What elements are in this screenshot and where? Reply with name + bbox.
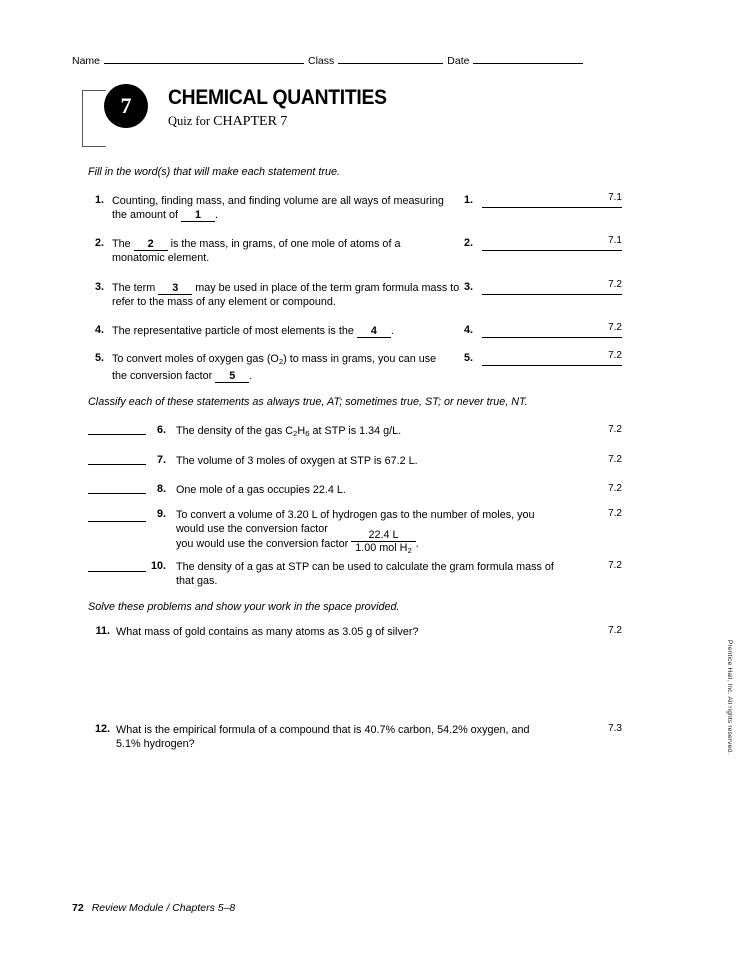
answer-1-rule[interactable] — [482, 207, 622, 208]
item-2-text-before: The — [112, 238, 134, 250]
item-2-text — [112, 237, 452, 265]
item-9-objective: 7.2 — [608, 508, 622, 519]
item-9-text-line2: you would use the conversion factor $\frac{22.4 L}{1.00 mol H_2}$ . — [176, 529, 419, 555]
item-9-answer-blank[interactable] — [88, 521, 146, 522]
banner-top-rule — [82, 90, 106, 91]
section1-instruction: Fill in the word(s) that will make each statement true. — [88, 166, 341, 178]
item-12-work-space[interactable] — [116, 755, 546, 845]
page-number: 72 — [72, 902, 84, 914]
item-1-text-before: Counting, finding mass, and finding volume are all ways of measuring the amount of — [112, 195, 444, 221]
page-title: CHEMICAL QUANTITIES — [168, 86, 387, 109]
name-label: Name — [72, 55, 101, 67]
chapter-number-badge: 7 — [104, 84, 148, 128]
item-2-text-after: is the mass, in grams, of one mole of atoms of a monatomic element. — [112, 238, 401, 264]
item-4-text-before: The representative particle of most elements is the — [112, 325, 357, 337]
answer-4-number: 4. — [464, 324, 474, 336]
item-7-objective: 7.2 — [608, 454, 622, 465]
page-footer — [72, 902, 235, 914]
class-input-rule[interactable] — [338, 52, 443, 64]
answer-3-number: 3. — [464, 281, 474, 293]
item-10-number: 10. — [150, 560, 166, 572]
answer-2-number: 2. — [464, 237, 474, 249]
item-3-text-after: may be used in place of the term gram formula mass to refer to the mass of any element or compound. — [112, 282, 460, 308]
item-4-blank[interactable]: 4 — [357, 326, 391, 338]
quiz-subtitle-chapter: CHAPTER 7 — [213, 114, 288, 129]
answer-3-rule[interactable] — [482, 294, 622, 295]
item-2-blank[interactable]: 2 — [134, 239, 168, 251]
answer-1-number: 1. — [464, 194, 474, 206]
item-7-text: The volume of 3 moles of oxygen at STP is 67.2 L. — [176, 455, 418, 467]
item-6-answer-blank[interactable] — [88, 434, 146, 435]
item-8-number: 8. — [156, 483, 166, 495]
item-5-objective: 7.2 — [608, 350, 622, 361]
answer-4-rule[interactable] — [482, 337, 622, 338]
item-7-answer-blank[interactable] — [88, 464, 146, 465]
item-3-number: 3. — [94, 281, 104, 293]
item-11-number: 11. — [95, 625, 110, 637]
item-3-text — [112, 281, 462, 309]
answer-5-number: 5. — [464, 352, 474, 364]
banner-vertical-rule — [82, 90, 83, 146]
item-8-answer-blank[interactable] — [88, 493, 146, 494]
section2-instruction: Classify each of these statements as always true, AT; sometimes true, ST; or never true, NT. — [88, 396, 528, 408]
copyright-sidenote: Prentice Hall, Inc. All rights reserved. — [726, 640, 733, 755]
section3-instruction: Solve these problems and show your work in the space provided. — [88, 601, 400, 613]
item-2-objective: 7.1 — [608, 235, 622, 246]
item-1-text — [112, 194, 452, 222]
quiz-subtitle-prefix: Quiz for — [168, 114, 214, 128]
item-4-text — [112, 324, 452, 338]
item-1-blank[interactable]: 1 — [181, 210, 215, 222]
class-label: Class — [308, 55, 335, 67]
item-11-objective: 7.2 — [608, 625, 622, 636]
item-1-text-after: . — [215, 209, 219, 221]
item-10-answer-blank[interactable] — [88, 571, 146, 572]
item-9-fraction — [351, 529, 416, 557]
item-6-objective: 7.2 — [608, 424, 622, 435]
item-4-objective: 7.2 — [608, 322, 622, 333]
item-12-number: 12. — [94, 723, 110, 735]
item-3-blank[interactable]: 3 — [158, 283, 192, 295]
item-10-text: The density of a gas at STP can be used to calculate the gram formula mass of that gas. — [176, 561, 554, 587]
item-9-fraction-numerator: 22.4 L — [368, 529, 399, 541]
item-5-text: To convert moles of oxygen gas $(O_2)$ to mass in grams, you can use the conversion factor 5 . — [112, 353, 437, 382]
item-1-number: 1. — [94, 194, 104, 206]
item-6-text: The density of the gas $C_2H_6$ at STP is 1.34 g/L. — [176, 425, 402, 438]
item-9-fraction-denominator: 1.00 mol $H_2$ — [351, 541, 416, 557]
answer-2-rule[interactable] — [482, 250, 622, 251]
item-11-work-space[interactable] — [116, 645, 546, 715]
item-12-objective: 7.3 — [608, 723, 622, 734]
item-12-text: What is the empirical formula of a compound that is 40.7% carbon, 54.2% oxygen, and 5.1% hydrogen? — [116, 724, 530, 750]
item-7-number: 7. — [156, 454, 166, 466]
date-input-rule[interactable] — [473, 52, 583, 64]
item-1-objective: 7.1 — [608, 192, 622, 203]
item-9-text-main: To convert a volume of 3.20 L of hydrogen gas to the number of moles, you would use the conversion factor — [176, 509, 535, 535]
answer-5-rule[interactable] — [482, 365, 622, 366]
date-label: Date — [447, 55, 470, 67]
chapter-title-block — [104, 84, 524, 144]
item-5-blank[interactable]: 5 — [215, 371, 249, 383]
item-5-number: 5. — [94, 352, 104, 364]
item-4-text-after: . — [390, 325, 394, 337]
item-4-number: 4. — [94, 324, 104, 336]
banner-bottom-rule — [82, 146, 106, 147]
item-10-objective: 7.2 — [608, 560, 622, 571]
student-info-header — [72, 52, 632, 70]
item-11-text: What mass of gold contains as many atoms as 3.05 g of silver? — [116, 626, 419, 638]
quiz-subtitle — [168, 114, 287, 130]
item-6-number: 6. — [156, 424, 166, 436]
item-3-objective: 7.2 — [608, 279, 622, 290]
name-input-rule[interactable] — [104, 52, 304, 64]
item-3-text-before: The term — [112, 282, 159, 294]
footer-text: Review Module / Chapters 5–8 — [91, 902, 236, 914]
item-8-objective: 7.2 — [608, 483, 622, 494]
item-9-number: 9. — [156, 508, 166, 520]
item-8-text: One mole of a gas occupies 22.4 L. — [176, 484, 346, 496]
item-2-number: 2. — [94, 237, 104, 249]
